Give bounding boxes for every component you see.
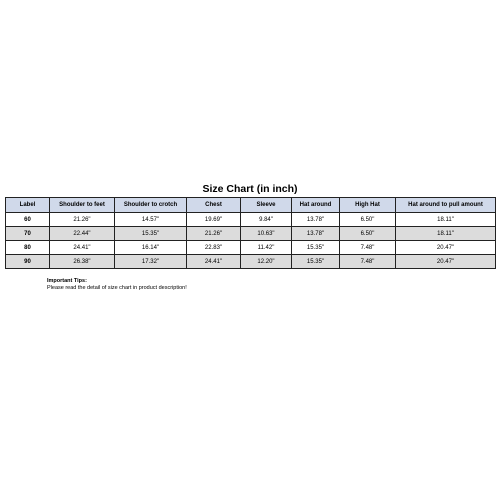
table-cell: 13.78" (292, 213, 340, 227)
table-cell: 80 (6, 241, 50, 255)
table-cell: 15.35" (292, 241, 340, 255)
page-title: Size Chart (in inch) (202, 183, 298, 195)
table-cell: 6.50" (340, 227, 396, 241)
table-row (6, 241, 496, 255)
table-cell: 19.69" (187, 213, 241, 227)
table-cell: 7.48" (340, 241, 396, 255)
table-cell: 9.84" (241, 213, 292, 227)
table-cell: 6.50" (340, 213, 396, 227)
header-chest: Chest (187, 198, 241, 213)
table-row (6, 255, 496, 269)
table-cell: 18.11" (396, 227, 496, 241)
table-header-row (6, 198, 496, 213)
important-tips (47, 278, 187, 292)
header-sleeve: Sleeve (241, 198, 292, 213)
table-cell: 20.47" (396, 255, 496, 269)
table-row (6, 227, 496, 241)
table-cell: 16.14" (115, 241, 187, 255)
table-cell: 10.63" (241, 227, 292, 241)
table-cell: 20.47" (396, 241, 496, 255)
table-cell: 21.26" (187, 227, 241, 241)
table-cell: 12.20" (241, 255, 292, 269)
table-cell: 15.35" (115, 227, 187, 241)
tips-text: Please read the detail of size chart in product description! (47, 285, 187, 291)
header-shoulder-to-feet: Shoulder to feet (50, 198, 115, 213)
table-cell: 24.41" (50, 241, 115, 255)
header-hat-around: Hat around (292, 198, 340, 213)
header-shoulder-to-crotch: Shoulder to crotch (115, 198, 187, 213)
table-cell: 15.35" (292, 255, 340, 269)
table-cell: 26.38" (50, 255, 115, 269)
table-cell: 7.48" (340, 255, 396, 269)
table-cell: 60 (6, 213, 50, 227)
table-cell: 90 (6, 255, 50, 269)
table-cell: 24.41" (187, 255, 241, 269)
table-cell: 18.11" (396, 213, 496, 227)
table-cell: 21.26" (50, 213, 115, 227)
table-cell: 22.83" (187, 241, 241, 255)
header-hat-around-to-pull-amount: Hat around to pull amount (396, 198, 496, 213)
size-chart-table (5, 197, 496, 269)
table-row (6, 213, 496, 227)
header-high-hat: High Hat (340, 198, 396, 213)
table-cell: 22.44" (50, 227, 115, 241)
table-cell: 11.42" (241, 241, 292, 255)
table-cell: 70 (6, 227, 50, 241)
table-cell: 17.32" (115, 255, 187, 269)
table-cell: 13.78" (292, 227, 340, 241)
table-cell: 14.57" (115, 213, 187, 227)
header-label: Label (6, 198, 50, 213)
tips-title: Important Tips: (47, 278, 87, 284)
